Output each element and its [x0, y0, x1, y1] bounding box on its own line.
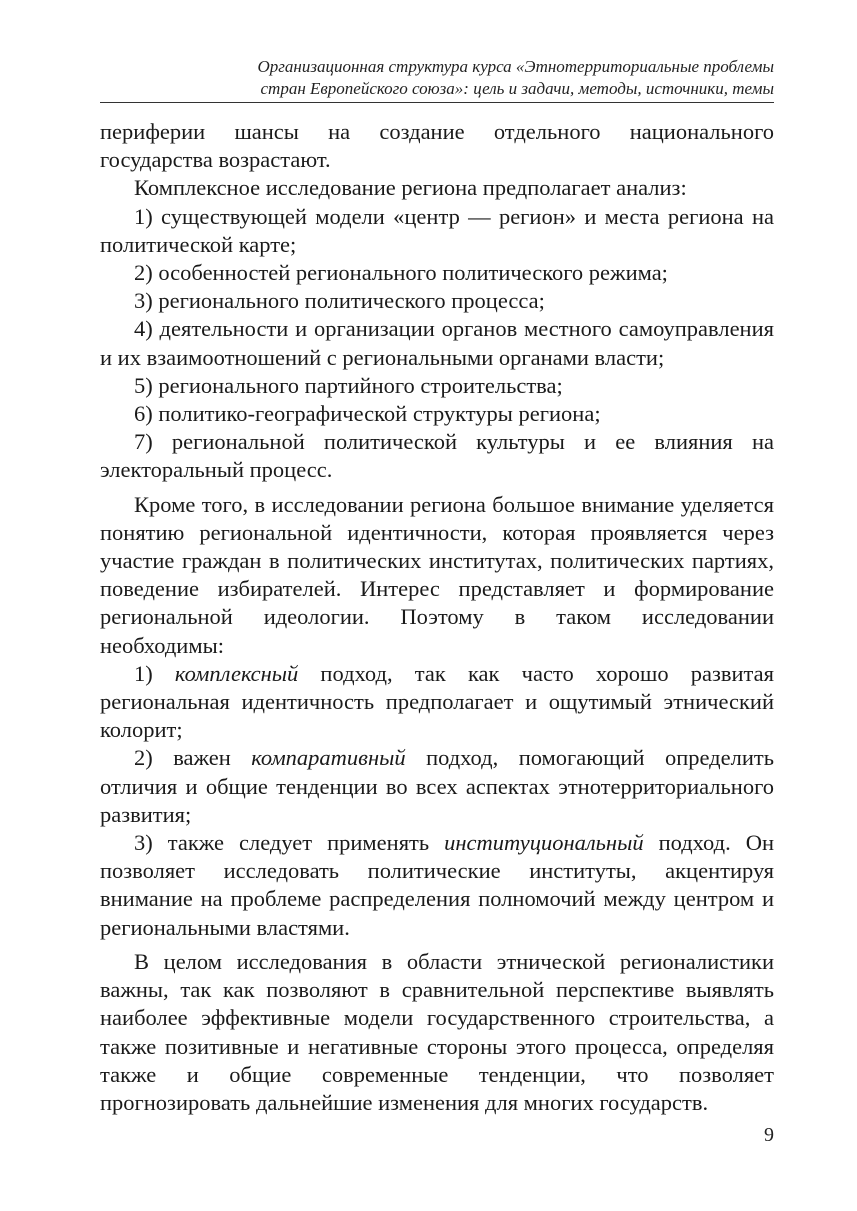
approach-2-text: подход, помогающий определить отличия и общие тенденции во всех аспектах этнотерриториального развития; [100, 745, 774, 827]
approach-3-prefix: 3) также следует применять [134, 830, 445, 856]
list-item-6: 6) политико-географической структуры региона; [134, 401, 601, 427]
approach-item-2 [100, 744, 774, 829]
approach-2-prefix: 2) важен [134, 745, 252, 771]
header-rule [100, 102, 774, 103]
approach-3-text: подход. Он позволяет исследовать политические институты, акцентируя внимание на проблеме распределения полномочий между центром и региональными властями. [100, 830, 775, 940]
list-item-3: 3) регионального политического процесса; [134, 288, 545, 314]
approach-3-term: институциональный [444, 830, 644, 856]
running-head-line-1: Организационная структура курса «Этнотерриториальные проблемы [257, 57, 774, 76]
list-item-5: 5) регионального партийного строительства; [134, 372, 563, 398]
list-item-2: 2) особенностей регионального политического режима; [134, 260, 668, 286]
list-item-4: 4) деятельности и организации органов местного самоуправления и их взаимоотношений с региональными органами власти; [100, 316, 774, 370]
running-head [100, 56, 774, 100]
approach-1-term: комплексный [174, 660, 299, 686]
paragraph-regional-identity: Кроме того, в исследовании региона большое внимание уделяется понятию региональной идентичности, которая проявляется через участие граждан в политических институтах, политических партиях, поведение избирателей. Интерес представляет и формирование региональной идеологии. Поэтому в таком исследовании необходимы: [100, 491, 774, 658]
paragraph-conclusion: В целом исследования в области этнической регионалистики важны, так как позволяют в сравнительной перспективе выявлять наиболее эффективные модели государственного строительства, а также позитивные и негативные стороны этого процесса, определяя также и общие современные тенденции, что позволяет прогнозировать дальнейшие изменения для многих государств. [100, 948, 774, 1115]
list-item-7: 7) региональной политической культуры и ее влияния на электоральный процесс. [100, 429, 774, 483]
page-number: 9 [764, 1124, 774, 1146]
approach-item-3 [100, 829, 774, 942]
approach-item-1 [100, 660, 774, 745]
list-item-1: 1) существующей модели «центр — регион» и места региона на политической карте; [100, 203, 774, 257]
running-head-line-2: стран Европейского союза»: цель и задачи, методы, источники, темы [260, 79, 774, 98]
paragraph-analysis-intro: Комплексное исследование региона предполагает анализ: [134, 175, 687, 201]
paragraph-continuation: периферии шансы на создание отдельного национального государства возрастают. [100, 119, 774, 173]
approach-2-term: компаративный [251, 745, 406, 771]
approach-1-prefix: 1) [134, 660, 175, 686]
approach-1-text: подход, так как часто хорошо развитая региональная идентичность предполагает и ощутимый этнический колорит; [100, 660, 775, 743]
body-text [100, 118, 774, 1117]
